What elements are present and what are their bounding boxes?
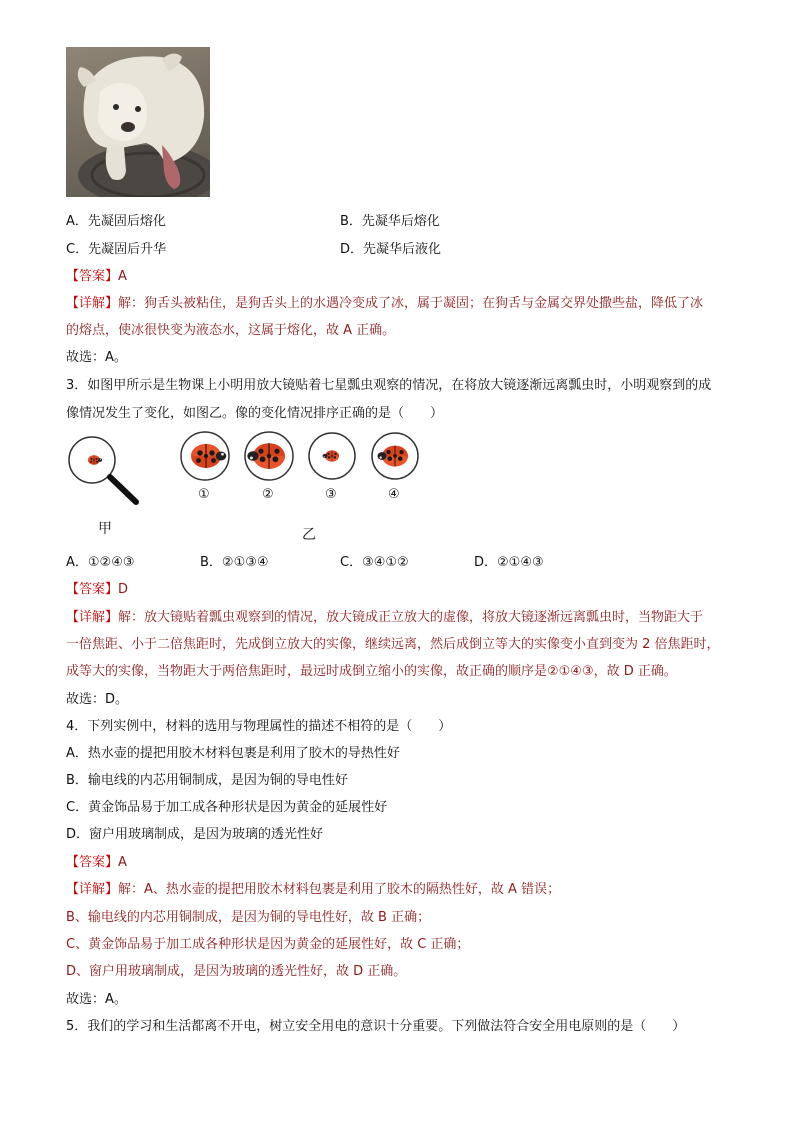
q2-detail-line-1 bbox=[66, 292, 703, 311]
q3-option-c: C．③④①② bbox=[340, 555, 409, 570]
magnifier-figure bbox=[69, 437, 136, 502]
q4-detail-line-4: D、窗户用玻璃制成，是因为玻璃的透光性好，故 D 正确。 bbox=[66, 964, 407, 979]
answer-label: 【答案】 bbox=[66, 855, 119, 870]
q5-stem: 5．我们的学习和生活都离不开电，树立安全用电的意识十分重要。下列做法符合安全用电原则的是（ ） bbox=[66, 1019, 686, 1034]
q2-option-a: A．先凝固后熔化 bbox=[66, 214, 166, 229]
q3-option-d: D．②①④③ bbox=[474, 555, 544, 570]
detail-text: 解：狗舌头被粘住，是狗舌头上的水遇冷变成了冰，属于凝固；在狗舌与金属交界处撒些盐，降低了冰 bbox=[118, 296, 704, 311]
q2-conclusion: 故选：A。 bbox=[66, 350, 127, 365]
q3-conclusion: 故选：D。 bbox=[66, 692, 129, 707]
dog-photo bbox=[66, 47, 210, 197]
q4-option-a: A．热水壶的提把用胶木材料包裹是利用了胶木的导热性好 bbox=[66, 746, 400, 761]
q4-detail-line-1 bbox=[66, 878, 560, 897]
answer-value: A bbox=[118, 269, 127, 284]
q4-option-b: B．输电线的内芯用铜制成，是因为铜的导电性好 bbox=[66, 773, 348, 788]
q3-detail-line-3: 成等大的实像，当物距大于两倍焦距时，最远时成倒立缩小的实像，故正确的顺序是②①④③，故 D 正确。 bbox=[66, 664, 677, 679]
q4-conclusion: 故选：A。 bbox=[66, 992, 127, 1007]
q4-detail-line-3: C、黄金饰品易于加工成各种形状是因为黄金的延展性好，故 C 正确； bbox=[66, 937, 470, 952]
q3-option-b: B．②①③④ bbox=[200, 555, 269, 570]
answer-value: A bbox=[118, 855, 127, 870]
image-circle-4 bbox=[372, 433, 418, 479]
q2-option-b: B．先凝华后熔化 bbox=[340, 214, 440, 229]
detail-label: 【详解】 bbox=[66, 610, 119, 625]
q4-detail-line-2: B、输电线的内芯用铜制成，是因为铜的导电性好，故 B 正确； bbox=[66, 910, 431, 925]
q3-stem-line-2: 像情况发生了变化，如图乙。像的变化情况排序正确的是（ ） bbox=[66, 406, 444, 421]
image-circle-3 bbox=[309, 433, 355, 479]
q3-answer bbox=[66, 578, 128, 597]
q3-detail-line-2: 一倍焦距、小于二倍焦距时，先成倒立放大的实像，继续远离，然后成倒立等大的实像变小直到变为 2 倍焦距时， bbox=[66, 637, 720, 652]
q2-option-c: C．先凝固后升华 bbox=[66, 242, 167, 257]
detail-label: 【详解】 bbox=[66, 296, 119, 311]
q3-option-a: A．①②④③ bbox=[66, 555, 135, 570]
answer-label: 【答案】 bbox=[66, 582, 119, 597]
q2-option-d: D．先凝华后液化 bbox=[340, 242, 442, 257]
detail-text: 解：A、热水壶的提把用胶木材料包裹是利用了胶木的隔热性好，故 A 错误； bbox=[118, 882, 561, 897]
q3-stem-line-1: 3．如图甲所示是生物课上小明用放大镜贴着七星瓢虫观察的情况，在将放大镜逐渐远离瓢虫时，小明观察到的成 bbox=[66, 378, 712, 393]
detail-text: 解：放大镜贴着瓢虫观察到的情况，放大镜成正立放大的虚像，将放大镜逐渐远离瓢虫时，当物距大于 bbox=[118, 610, 704, 625]
q4-option-c: C．黄金饰品易于加工成各种形状是因为黄金的延展性好 bbox=[66, 800, 388, 815]
q4-stem: 4．下列实例中，材料的选用与物理属性的描述不相符的是（ ） bbox=[66, 719, 452, 734]
circle-label-3: ③ bbox=[325, 487, 337, 502]
image-circle-1 bbox=[181, 432, 229, 480]
circle-label-2: ② bbox=[262, 487, 274, 502]
circle-label-4: ④ bbox=[388, 487, 400, 502]
q4-answer bbox=[66, 851, 127, 870]
answer-value: D bbox=[118, 582, 129, 597]
image-circle-2 bbox=[245, 432, 293, 480]
q2-answer bbox=[66, 265, 127, 284]
q2-detail-line-2: 的熔点，使冰很快变为液态水，这属于熔化，故 A 正确。 bbox=[66, 323, 396, 338]
q3-detail-line-1 bbox=[66, 606, 703, 625]
figure-label-yi: 乙 bbox=[302, 527, 316, 543]
figure-label-jia: 甲 bbox=[98, 521, 112, 537]
q4-option-d: D．窗户用玻璃制成，是因为玻璃的透光性好 bbox=[66, 827, 324, 842]
answer-label: 【答案】 bbox=[66, 269, 119, 284]
circle-label-1: ① bbox=[198, 487, 210, 502]
detail-label: 【详解】 bbox=[66, 882, 119, 897]
q3-figure bbox=[60, 428, 440, 546]
